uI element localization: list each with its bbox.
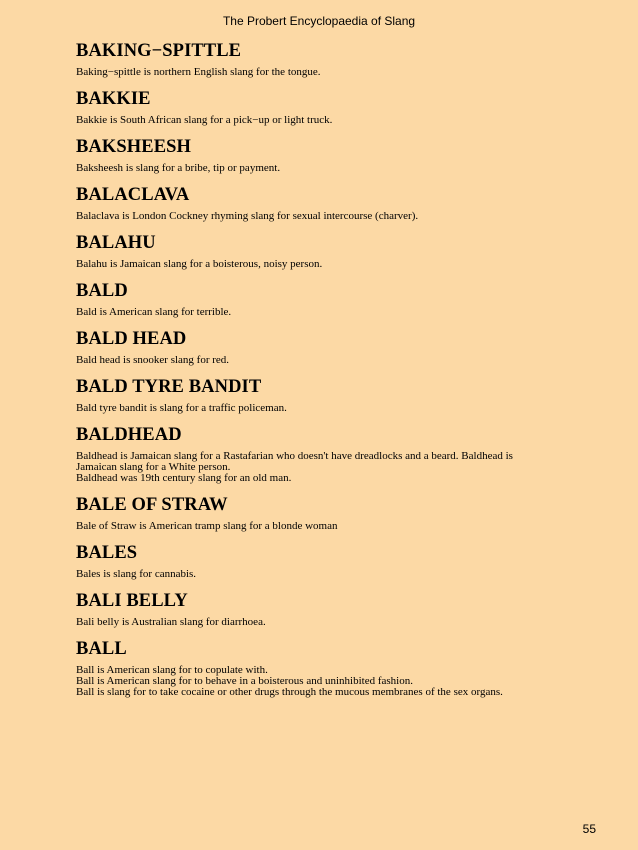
entry [76,424,596,484]
entry-list [76,40,596,708]
entry-definition [76,67,596,78]
entry-headword: BALE OF STRAW [76,495,228,515]
entry-headword: BALAHU [76,233,156,253]
definition-line: Bales is slang for cannabis. [76,568,197,580]
entry-definition [76,259,596,270]
definition-line: Ball is American slang for to behave in a boisterous and uninhibited fashion. [76,675,413,687]
entry [76,638,596,698]
entry-headword: BALD HEAD [76,329,187,349]
entry-headword: BAKKIE [76,89,151,109]
entry [76,184,596,222]
entry-headword: BALD TYRE BANDIT [76,377,262,397]
definition-line: Baksheesh is slang for a bribe, tip or payment. [76,162,281,174]
entry [76,328,596,366]
entry [76,376,596,414]
entry-definition [76,115,596,126]
definition-line: Ball is American slang for to copulate with. [76,664,268,676]
entry-definition [76,211,596,222]
running-header: The Probert Encyclopaedia of Slang [222,14,416,28]
entry-definition [76,617,596,628]
entry-definition [76,163,596,174]
definition-line: Bali belly is Australian slang for diarrhoea. [76,616,266,628]
definition-line: Bakkie is South African slang for a pick−up or light truck. [76,114,333,126]
entry [76,542,596,580]
entry-definition [76,307,596,318]
entry-definition [76,569,596,580]
definition-line: Balahu is Jamaican slang for a boisterous, noisy person. [76,258,323,270]
entry-headword: BALDHEAD [76,425,182,445]
entry [76,40,596,78]
entry-headword: BALL [76,639,127,659]
entry-headword: BALD [76,281,128,301]
entry [76,494,596,532]
entry [76,280,596,318]
entry-definition [76,403,596,414]
entry-definition [76,355,596,366]
entry-definition [76,451,596,484]
entry [76,232,596,270]
definition-line: Bald tyre bandit is slang for a traffic policeman. [76,402,287,414]
definition-line: Jamaican slang for a White person. [76,461,231,473]
entry-definition [76,521,596,532]
definition-line: Baldhead is Jamaican slang for a Rastafarian who doesn't have dreadlocks and a beard. Baldhead is [76,450,513,462]
entry-headword: BALACLAVA [76,185,190,205]
page-number: 55 [582,822,596,836]
entry-definition [76,665,596,698]
entry-headword: BAKSHEESH [76,137,192,157]
definition-line: Baldhead was 19th century slang for an old man. [76,472,292,484]
entry-headword: BAKING−SPITTLE [76,41,242,61]
entry-headword: BALES [76,543,138,563]
definition-line: Balaclava is London Cockney rhyming slang for sexual intercourse (charver). [76,210,419,222]
definition-line: Ball is slang for to take cocaine or other drugs through the mucous membranes of the sex organs. [76,686,503,698]
definition-line: Bald head is snooker slang for red. [76,354,230,366]
entry [76,88,596,126]
definition-line: Bald is American slang for terrible. [76,306,232,318]
entry [76,590,596,628]
entry-headword: BALI BELLY [76,591,188,611]
definition-line: Bale of Straw is American tramp slang for a blonde woman [76,520,338,532]
entry [76,136,596,174]
definition-line: Baking−spittle is northern English slang for the tongue. [76,66,321,78]
